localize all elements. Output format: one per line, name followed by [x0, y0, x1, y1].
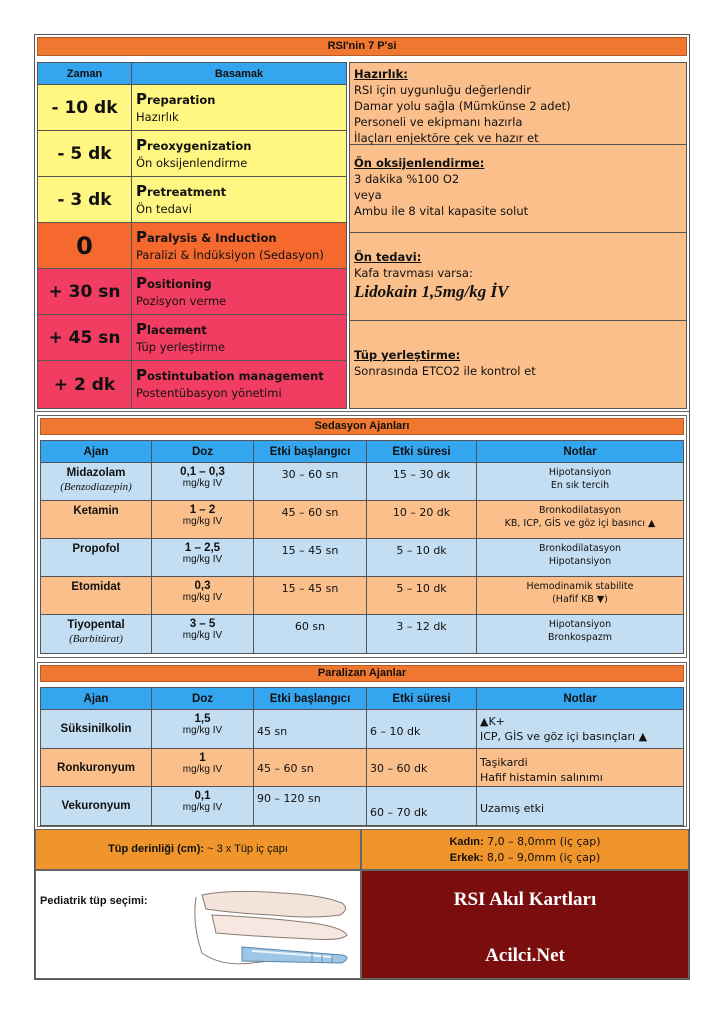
- column-header: Ajan: [41, 688, 152, 709]
- dose-unit: mg/kg IV: [182, 630, 223, 641]
- p-step-time: 0: [38, 223, 132, 268]
- dose-value: 3 – 5: [189, 618, 216, 630]
- dose-value: 0,1: [194, 790, 211, 802]
- table-row: [41, 710, 683, 749]
- note-oksijen: [350, 145, 686, 233]
- p-step-time: - 10 dk: [38, 85, 132, 130]
- agent-name-cell: [41, 539, 152, 576]
- note-line: Ambu ile 8 vital kapasite solut: [354, 204, 529, 218]
- agent-class: (Barbitürat): [69, 633, 123, 645]
- dose-value: 1: [199, 752, 206, 764]
- p-notes: [349, 62, 687, 409]
- note-line: 3 dakika %100 O2: [354, 172, 460, 186]
- onset-cell: 15 – 45 sn: [254, 577, 367, 614]
- onset-cell: 45 – 60 sn: [254, 501, 367, 538]
- note-line: KB, ICP, GİS ve göz içi basıncı ▲: [504, 518, 656, 529]
- p-step-row: [38, 361, 346, 408]
- dose-value: 0,1 – 0,3: [180, 466, 225, 478]
- dose-cell: [152, 787, 254, 825]
- dose-cell: [152, 539, 254, 576]
- notes-cell: [477, 615, 683, 653]
- p-step-rest: retreatment: [147, 185, 227, 199]
- agent-name: Etomidat: [71, 581, 121, 593]
- pediatric-tube: [35, 870, 361, 979]
- note-line: Uzamış etki: [480, 802, 545, 815]
- p-step-turkish: Postentübasyon yönetimi: [136, 386, 282, 400]
- paralizan-title: Paralizan Ajanlar: [40, 665, 684, 682]
- p-step-english: [136, 136, 342, 154]
- onset-cell: 60 sn: [254, 615, 367, 653]
- pediatric-label: Pediatrik tüp seçimi:: [40, 895, 148, 907]
- table-row: [41, 615, 683, 653]
- notes-cell: [477, 577, 683, 614]
- agent-name: Süksinilkolin: [60, 723, 132, 735]
- duration-cell: 5 – 10 dk: [367, 577, 477, 614]
- onset-cell: 45 – 60 sn: [254, 749, 367, 786]
- rsi-section: [35, 35, 689, 412]
- note-line: Bronkodilatasyon: [538, 505, 622, 516]
- dose-unit: mg/kg IV: [182, 764, 223, 775]
- note-line: ▲K+: [480, 715, 505, 728]
- p-step-rest: reparation: [147, 93, 216, 107]
- agent-name: Midazolam: [66, 467, 126, 479]
- table-row: [41, 501, 683, 539]
- notes-cell: [477, 539, 683, 576]
- note-line: İlaçları enjektöre çek ve hazır et: [354, 131, 539, 145]
- note-line: Bronkospazm: [547, 632, 613, 643]
- p-step-english: [136, 320, 342, 338]
- table-header: [41, 688, 683, 710]
- agent-name-cell: [41, 615, 152, 653]
- dose-cell: [152, 577, 254, 614]
- p-step-turkish: Ön oksijenlendirme: [136, 156, 248, 170]
- dose-cell: [152, 615, 254, 653]
- dose-value: 1 – 2,5: [184, 542, 221, 554]
- header-time: Zaman: [38, 63, 132, 84]
- column-header: Notlar: [563, 446, 597, 458]
- note-line: Hipotansiyon: [548, 467, 612, 478]
- note-hazirlik: [350, 63, 686, 145]
- dose-cell: [152, 463, 254, 500]
- dose-value: 1,5: [194, 713, 211, 725]
- dose-unit: mg/kg IV: [182, 592, 223, 603]
- p-step-time: + 30 sn: [38, 269, 132, 314]
- tube-depth-value: ~ 3 x Tüp iç çapı: [204, 843, 288, 855]
- p-step-cell: [132, 131, 346, 176]
- p-letter: P: [136, 320, 147, 338]
- p-step-english: [136, 182, 342, 200]
- duration-cell: 5 – 10 dk: [367, 539, 477, 576]
- woman-value: 7,0 – 8,0mm (iç çap): [483, 835, 601, 848]
- note-line: Kafa travması varsa:: [354, 266, 473, 280]
- note-tup-heading: Tüp yerleştirme:: [354, 348, 461, 362]
- duration-cell: 10 – 20 dk: [367, 501, 477, 538]
- man-value: 8,0 – 9,0mm (iç çap): [483, 851, 601, 864]
- note-line: Hemodinamik stabilite: [526, 581, 634, 592]
- p-step-row: [38, 223, 346, 269]
- note-lidokain: Lidokain 1,5mg/kg İV: [354, 282, 509, 301]
- p-step-row: [38, 85, 346, 131]
- column-header: Etki başlangıcı: [254, 688, 367, 709]
- p-step-time: + 45 sn: [38, 315, 132, 360]
- notes-cell: [477, 710, 683, 748]
- column-header: Etki başlangıcı: [254, 441, 367, 462]
- sedasyon-section: [37, 415, 687, 658]
- table-row: [41, 577, 683, 615]
- p-step-turkish: Tüp yerleştirme: [136, 340, 226, 354]
- p-step-rest: ostintubation management: [147, 369, 324, 383]
- card-frame: [34, 34, 690, 980]
- dose-cell: [152, 501, 254, 538]
- sedasyon-table: [40, 440, 684, 654]
- notes-cell: [477, 463, 683, 500]
- sedasyon-title: Sedasyon Ajanları: [40, 418, 684, 435]
- notes-cell: [477, 501, 683, 538]
- column-header: Etki süresi: [367, 688, 477, 709]
- p-step-rest: ositioning: [147, 277, 212, 291]
- agent-name-cell: [41, 501, 152, 538]
- p-step-cell: [132, 223, 346, 268]
- agent-class: (Benzodiazepin): [60, 481, 132, 493]
- agent-name: Ketamin: [73, 505, 119, 517]
- dose-unit: mg/kg IV: [182, 554, 223, 565]
- brand-box: [361, 870, 689, 979]
- p-letter: P: [136, 90, 147, 108]
- tube-depth-label: Tüp derinliği (cm):: [108, 843, 205, 855]
- brand-site: Acilci.Net: [485, 945, 565, 966]
- p-letter: P: [136, 228, 147, 246]
- notes-cell: [477, 749, 683, 786]
- brand-title: RSI Akıl Kartları: [453, 889, 597, 910]
- note-line: Personeli ve ekipmanı hazırla: [354, 115, 523, 129]
- header-step: Basamak: [214, 68, 264, 80]
- p-step-row: [38, 315, 346, 361]
- p-step-cell: [132, 177, 346, 222]
- duration-cell: 60 – 70 dk: [367, 787, 477, 825]
- agent-name-cell: [41, 710, 152, 748]
- dose-value: 0,3: [194, 580, 211, 592]
- p-step-cell: [132, 315, 346, 360]
- p-letter: P: [136, 366, 147, 384]
- p-step-rest: aralysis & Induction: [147, 231, 277, 245]
- agent-name: Ronkuronyum: [57, 761, 135, 774]
- note-line: Damar yolu sağla (Mümkünse 2 adet): [354, 99, 571, 113]
- p-step-row: [38, 177, 346, 223]
- note-line: Hafif histamin salınımı: [480, 771, 603, 784]
- note-line: Hipotansiyon: [548, 619, 612, 630]
- onset-cell: 30 – 60 sn: [254, 463, 367, 500]
- table-row: [41, 539, 683, 577]
- dose-value: 1 – 2: [189, 504, 216, 516]
- column-header: Doz: [152, 441, 254, 462]
- p-steps-table: [37, 62, 347, 409]
- dose-unit: mg/kg IV: [182, 802, 223, 813]
- tube-size: [361, 829, 689, 870]
- tube-depth: [35, 829, 361, 870]
- p-step-turkish: Ön tedavi: [136, 202, 192, 216]
- p-step-cell: [132, 361, 346, 408]
- note-line: ICP, GİS ve göz içi basınçları ▲: [480, 730, 648, 743]
- onset-cell: 15 – 45 sn: [254, 539, 367, 576]
- p-step-english: [136, 90, 342, 108]
- p-letter: P: [136, 136, 147, 154]
- p-step-english: [136, 274, 342, 292]
- duration-cell: 6 – 10 dk: [367, 710, 477, 748]
- onset-cell: 90 – 120 sn: [254, 787, 367, 825]
- p-step-rest: lacement: [147, 323, 207, 337]
- p-step-cell: [132, 85, 346, 130]
- p-step-turkish: Hazırlık: [136, 110, 179, 124]
- agent-name: Propofol: [72, 543, 120, 555]
- agent-name: Vekuronyum: [61, 800, 131, 812]
- p-step-time: - 5 dk: [38, 131, 132, 176]
- note-line: RSI için uygunluğu değerlendir: [354, 83, 531, 97]
- duration-cell: 15 – 30 dk: [367, 463, 477, 500]
- note-tup: [350, 321, 686, 408]
- dose-cell: [152, 710, 254, 748]
- note-line: En sık tercih: [550, 480, 610, 491]
- agent-name: Tiyopental: [67, 619, 125, 631]
- note-line: Bronkodilatasyon: [538, 543, 622, 554]
- agent-name-cell: [41, 787, 152, 825]
- note-line: Taşikardi: [480, 756, 528, 769]
- agent-name-cell: [41, 577, 152, 614]
- note-oksijen-heading: Ön oksijenlendirme:: [354, 156, 485, 170]
- note-line: veya: [354, 188, 382, 202]
- dose-unit: mg/kg IV: [182, 725, 223, 736]
- man-label: Erkek:: [449, 852, 484, 864]
- p-steps-header: [38, 63, 346, 85]
- p-step-time: - 3 dk: [38, 177, 132, 222]
- dose-unit: mg/kg IV: [182, 516, 223, 527]
- p-letter: P: [136, 182, 147, 200]
- woman-label: Kadın:: [449, 836, 484, 848]
- column-header: Doz: [152, 688, 254, 709]
- agent-name-cell: [41, 749, 152, 786]
- dose-cell: [152, 749, 254, 786]
- column-header: Notlar: [563, 693, 597, 705]
- table-row: [41, 749, 683, 787]
- p-step-row: [38, 269, 346, 315]
- table-row: [41, 463, 683, 501]
- note-line: Sonrasında ETCO2 ile kontrol et: [354, 364, 536, 378]
- p-step-english: [136, 366, 342, 384]
- table-header: [41, 441, 683, 463]
- column-header: Ajan: [41, 441, 152, 462]
- p-letter: P: [136, 274, 147, 292]
- note-tedavi: [350, 233, 686, 321]
- rsi-title: RSI'nin 7 P'si: [37, 37, 687, 56]
- onset-cell: 45 sn: [254, 710, 367, 748]
- paralizan-table: [40, 687, 684, 826]
- agent-name-cell: [41, 463, 152, 500]
- duration-cell: 30 – 60 dk: [367, 749, 477, 786]
- duration-cell: 3 – 12 dk: [367, 615, 477, 653]
- p-step-cell: [132, 269, 346, 314]
- table-row: [41, 787, 683, 825]
- notes-cell: [477, 787, 683, 825]
- dose-unit: mg/kg IV: [182, 478, 223, 489]
- note-tedavi-heading: Ön tedavi:: [354, 250, 422, 264]
- note-line: Hipotansiyon: [548, 556, 612, 567]
- paralizan-section: [37, 662, 687, 827]
- p-step-row: [38, 131, 346, 177]
- finger-tube-illustration: [192, 875, 358, 975]
- note-hazirlik-heading: Hazırlık:: [354, 67, 408, 81]
- column-header: Etki süresi: [367, 441, 477, 462]
- note-line: (Hafif KB ▼): [552, 594, 608, 605]
- p-step-rest: reoxygenization: [147, 139, 252, 153]
- p-step-turkish: Paralizi & İndüksiyon (Sedasyon): [136, 248, 324, 262]
- p-step-turkish: Pozisyon verme: [136, 294, 227, 308]
- p-step-time: + 2 dk: [38, 361, 132, 408]
- p-step-english: [136, 228, 342, 246]
